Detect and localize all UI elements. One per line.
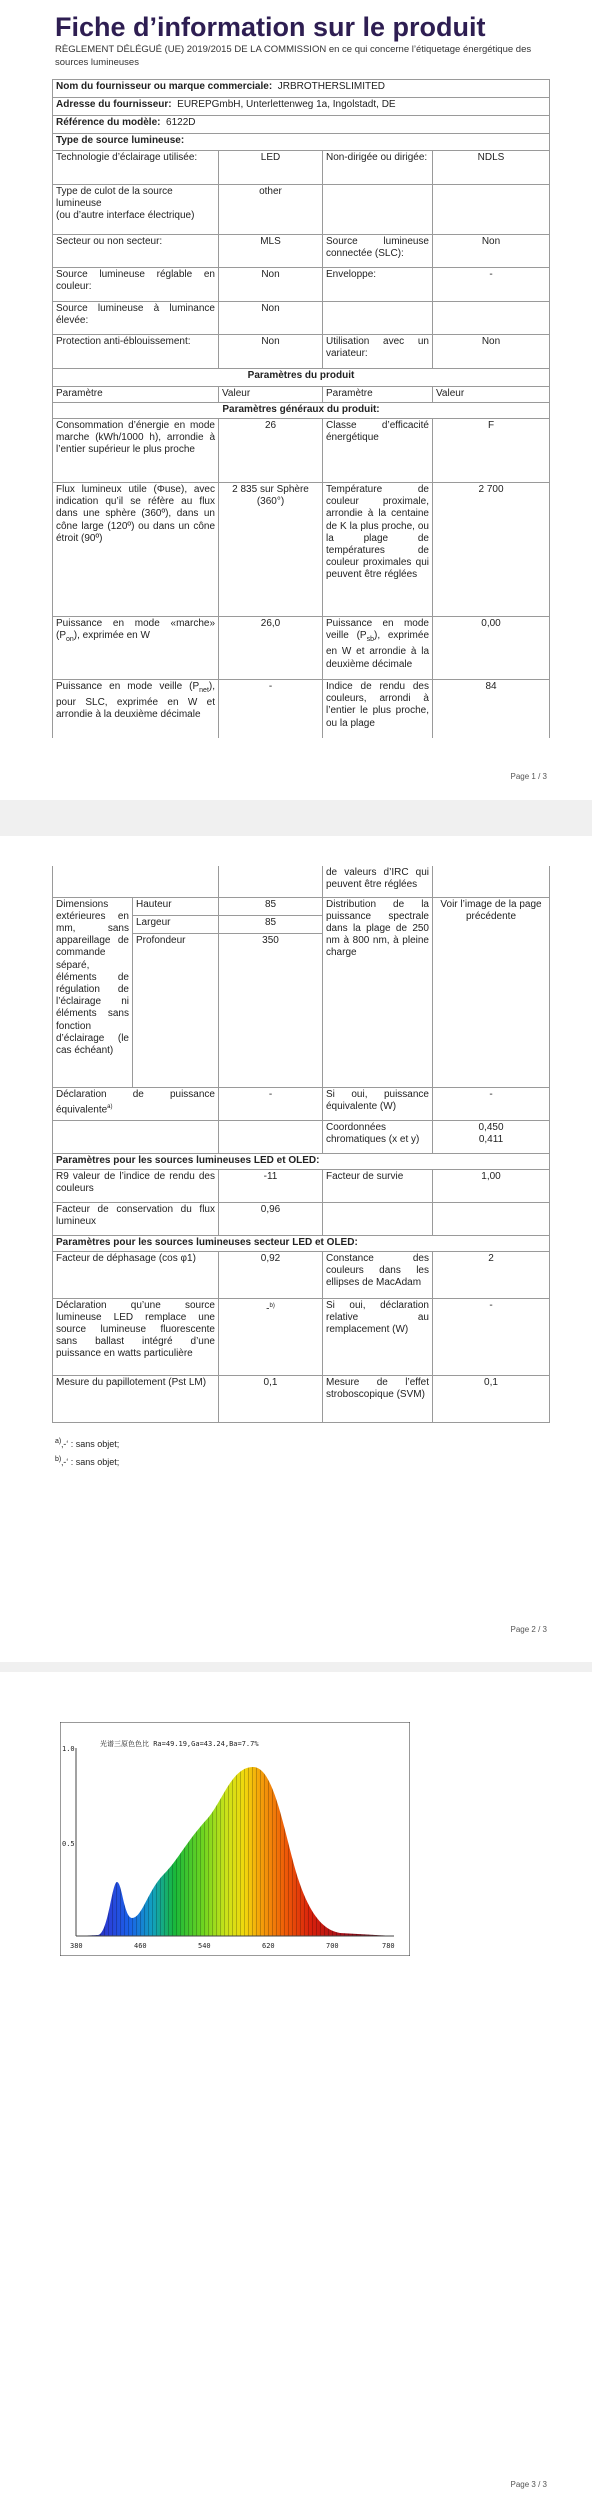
flicker-label: Mesure du papillotement (Pst LM) xyxy=(53,1375,219,1422)
efficiency-class-value: F xyxy=(433,419,550,483)
on-mode-power-label-b: ), exprimée en W xyxy=(73,630,150,642)
model-label: Référence du modèle: xyxy=(56,117,161,128)
displacement-factor-label: Facteur de déphasage (cos φ1) xyxy=(53,1251,219,1298)
connected-value: Non xyxy=(433,235,550,268)
general-params-heading: Paramètres généraux du produit: xyxy=(53,403,550,419)
model-value: 6122D xyxy=(166,117,196,128)
x-tick-label: 460 xyxy=(134,1942,147,1950)
replacement-watt-value: - xyxy=(433,1298,550,1375)
empty-cell xyxy=(219,1120,323,1153)
params-product-heading: Paramètres du produit xyxy=(53,369,550,387)
chromaticity-value xyxy=(433,1120,550,1153)
page-title: Fiche d’information sur le produit xyxy=(55,12,486,42)
stroboscopic-value: 0,1 xyxy=(433,1375,550,1422)
page-number: Page 2 / 3 xyxy=(510,1625,547,1634)
macadam-value: 2 xyxy=(433,1251,550,1298)
model-row xyxy=(53,116,550,134)
empty-cell xyxy=(53,866,219,897)
spd-label: Distribution de la puissance spectrale dans la plage de 250 nm à 800 nm, à pleine charge xyxy=(323,897,433,1087)
net-standby-label xyxy=(53,680,219,738)
regulation-subtitle: RÈGLEMENT DÉLÉGUÉ (UE) 2019/2015 DE LA COMMISSION en ce qui concerne l’étiquetage énergétique des sources lumineuses xyxy=(55,44,532,68)
chromaticity-label: Coordonnées chromatiques (x et y) xyxy=(323,1120,433,1153)
standby-power-label-b: ), exprimée en W et arrondie à la deuxième décimale xyxy=(326,630,429,670)
y-tick-label: 1.0 xyxy=(62,1745,75,1753)
net-standby-label-a: Puissance en mode veille (P xyxy=(56,681,200,692)
equivalent-power-label-text: Déclaration de puissance équivalente xyxy=(56,1088,215,1116)
cri-value: 84 xyxy=(433,680,550,738)
antiglare-value: Non xyxy=(219,335,323,369)
envelope-label: Enveloppe: xyxy=(323,268,433,302)
page-number: Page 3 / 3 xyxy=(510,2480,547,2489)
on-mode-power-sub: on xyxy=(66,636,74,644)
dimmable-value: Non xyxy=(433,335,550,369)
col-header-value: Valeur xyxy=(219,387,323,403)
empty-cell xyxy=(323,302,433,335)
height-label: Hauteur xyxy=(133,897,219,915)
x-tick-label: 700 xyxy=(326,1942,339,1950)
dimensions-label: Dimensions extérieures en mm, sans appareillage de commande séparé, éléments de régulation de l’éclairage ni éléments sans fonction d’éclairage (le cas échéant) xyxy=(53,897,133,1087)
r9-label: R9 valeur de l’indice de rendu des couleurs xyxy=(53,1169,219,1202)
x-tick-label: 380 xyxy=(70,1942,83,1950)
x-tick-label: 540 xyxy=(198,1942,211,1950)
colour-tunable-value: Non xyxy=(219,268,323,302)
tech-value: LED xyxy=(219,151,323,185)
spectrum-caption: 光谱三原色色比 Ra=49.19,Ga=43.24,Ba=7.7% xyxy=(100,1740,259,1748)
supplier-row xyxy=(53,80,550,98)
empty-cell xyxy=(323,185,433,235)
equivalent-power-label xyxy=(53,1087,219,1120)
colour-tunable-label: Source lumineuse réglable en couleur: xyxy=(53,268,219,302)
equivalent-watt-value: - xyxy=(433,1087,550,1120)
stroboscopic-label: Mesure de l’effet stroboscopique (SVM) xyxy=(323,1375,433,1422)
connected-label: Source lumineuse connectée (SLC): xyxy=(323,235,433,268)
cap-label-cell xyxy=(53,185,219,235)
lumen-maintenance-label: Facteur de conservation du flux lumineux xyxy=(53,1202,219,1235)
address-value: EUREPGmbH, Unterlettenweg 1a, Ingolstadt, DE xyxy=(177,99,396,110)
mains-value: MLS xyxy=(219,235,323,268)
empty-cell xyxy=(433,866,550,897)
product-info-table xyxy=(52,79,550,738)
useful-flux-value: 2 835 sur Sphère (360°) xyxy=(219,483,323,617)
cap-value: other xyxy=(219,185,323,235)
fluorescent-replacement-footnote-mark: b) xyxy=(269,1302,275,1309)
standby-power-label xyxy=(323,617,433,680)
type-section-heading: Type de source lumineuse: xyxy=(53,134,550,151)
standby-power-sub: sb xyxy=(366,636,374,644)
macadam-label: Constance des couleurs dans les ellipses de MacAdam xyxy=(323,1251,433,1298)
empty-cell xyxy=(433,1202,550,1235)
equivalent-power-value: - xyxy=(219,1087,323,1120)
spectral-distribution-image xyxy=(60,1722,410,1956)
mains-label: Secteur ou non secteur: xyxy=(53,235,219,268)
footnote-a-mark: a) xyxy=(55,1438,62,1445)
standby-power-label-a: Puissance en mode veille (P xyxy=(326,618,429,642)
envelope-value: - xyxy=(433,268,550,302)
x-tick-label: 620 xyxy=(262,1942,275,1950)
high-luminance-label: Source lumineuse à luminance élevée: xyxy=(53,302,219,335)
tech-label: Technologie d’éclairage utilisée: xyxy=(53,151,219,185)
cct-value: 2 700 xyxy=(433,483,550,617)
equivalent-power-footnote-mark: a) xyxy=(107,1103,113,1110)
flicker-value: 0,1 xyxy=(219,1375,323,1422)
height-value: 85 xyxy=(219,897,323,915)
footnote-b xyxy=(55,1452,119,1470)
spd-value: Voir l’image de la page précédente xyxy=(433,897,550,1087)
net-standby-sub: net xyxy=(199,687,209,694)
high-luminance-value: Non xyxy=(219,302,323,335)
col-header-param-2: Paramètre xyxy=(323,387,433,403)
footnote-b-text: ‚-‘ : sans objet; xyxy=(61,1457,120,1467)
lumen-maintenance-value: 0,96 xyxy=(219,1202,323,1235)
energy-value: 26 xyxy=(219,419,323,483)
depth-value: 350 xyxy=(219,933,323,1087)
fluorescent-replacement-value xyxy=(219,1298,323,1375)
net-standby-value: - xyxy=(219,680,323,738)
useful-flux-label: Flux lumineux utile (Φuse), avec indication qu’il se réfère au flux dans une sphère (360º), dans un cône large (120º) ou dans un cône étroit (90º) xyxy=(53,483,219,617)
survival-value: 1,00 xyxy=(433,1169,550,1202)
cap-label: Type de culot de la source lumineuse xyxy=(56,186,173,210)
fluorescent-replacement-label: Déclaration qu’une source lumineuse LED remplace une source lumineuse fluorescente sans ballast intégré d’une puissance en watts particulière xyxy=(53,1298,219,1375)
col-header-value-2: Valeur xyxy=(433,387,550,403)
efficiency-class-label: Classe d’efficacité énergétique xyxy=(323,419,433,483)
led-params-heading: Paramètres pour les sources lumineuses LED et OLED: xyxy=(53,1153,550,1169)
energy-label: Consommation d’énergie en mode marche (kWh/1000 h), arrondie à l’entier supérieur le plus proche xyxy=(53,419,219,483)
cct-label: Température de couleur proximale, arrondie à la centaine de K la plus proche, ou la plage de températures de couleur proximales qui peuvent être réglées xyxy=(323,483,433,617)
on-mode-power-label-a: Puissance en mode «marche» (P xyxy=(56,618,215,642)
empty-cell xyxy=(433,302,550,335)
supplier-value: JRBROTHERSLIMITED xyxy=(277,81,385,92)
cap-label-2: (ou d’autre interface électrique) xyxy=(56,210,195,222)
x-tick-label: 780 xyxy=(382,1942,395,1950)
chromaticity-x: 0,450 xyxy=(478,1121,504,1133)
product-info-table-continued xyxy=(52,866,550,1423)
displacement-factor-value: 0,92 xyxy=(219,1251,323,1298)
standby-power-value: 0,00 xyxy=(433,617,550,680)
address-label: Adresse du fournisseur: xyxy=(56,99,172,110)
net-standby-label-b: ), pour SLC, exprimée en W et arrondie à la deuxième décimale xyxy=(56,681,215,721)
width-value: 85 xyxy=(219,915,323,933)
nondir-label: Non-dirigée ou dirigée: xyxy=(323,151,433,185)
mains-led-params-heading: Paramètres pour les sources lumineuses secteur LED et OLED: xyxy=(53,1235,550,1251)
equivalent-watt-label: Si oui, puissance équivalente (W) xyxy=(323,1087,433,1120)
fluorescent-replacement-value-text: - xyxy=(266,1302,270,1314)
survival-label: Facteur de survie xyxy=(323,1169,433,1202)
y-tick-label: 0.5 xyxy=(62,1840,75,1848)
r9-value: -11 xyxy=(219,1169,323,1202)
empty-cell xyxy=(433,185,550,235)
on-mode-power-value: 26,0 xyxy=(219,617,323,680)
cri-label-part-1: Indice de rendu des couleurs, arrondi à l’entier le plus proche, ou la plage xyxy=(323,680,433,738)
empty-cell xyxy=(53,1120,219,1153)
nondir-value: NDLS xyxy=(433,151,550,185)
cri-label-part-2: de valeurs d’IRC qui peuvent être réglées xyxy=(323,866,433,897)
footnote-a xyxy=(55,1434,119,1452)
page-1 xyxy=(0,0,592,800)
depth-label: Profondeur xyxy=(133,933,219,1087)
col-header-param: Paramètre xyxy=(53,387,219,403)
dimmable-label: Utilisation avec un variateur: xyxy=(323,335,433,369)
chromaticity-y: 0,411 xyxy=(478,1133,504,1145)
width-label: Largeur xyxy=(133,915,219,933)
empty-cell xyxy=(323,1202,433,1235)
address-row xyxy=(53,98,550,116)
footnote-b-mark: b) xyxy=(55,1456,62,1463)
replacement-watt-label: Si oui, déclaration relative au remplacement (W) xyxy=(323,1298,433,1375)
page-number: Page 1 / 3 xyxy=(510,772,547,781)
footnotes xyxy=(55,1434,119,1470)
supplier-label: Nom du fournisseur ou marque commerciale: xyxy=(56,81,273,92)
antiglare-label: Protection anti-éblouissement: xyxy=(53,335,219,369)
empty-cell xyxy=(219,866,323,897)
on-mode-power-label xyxy=(53,617,219,680)
footnote-a-text: ‚-‘ : sans objet; xyxy=(61,1439,120,1449)
